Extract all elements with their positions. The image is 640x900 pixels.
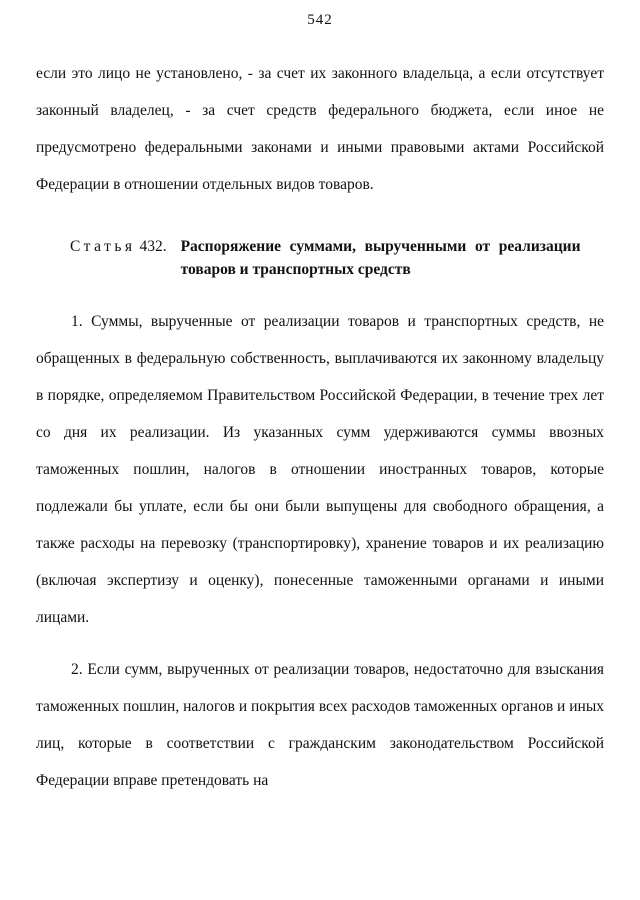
body-paragraph-2: 2. Если сумм, вырученных от реализации товаров, недостаточно для взыскания таможенных пошлин, налогов и покрытия всех расходов таможенных органов и иных лиц, которые в соответствии с гражданским законодательством Российской Федерации вправе претендовать на xyxy=(36,661,604,789)
article-title: Распоряжение суммами, вырученными от реализации товаров и транспортных средств xyxy=(180,238,581,278)
article-word: Статья xyxy=(70,238,136,255)
page-number: 542 xyxy=(307,12,333,28)
body-paragraph-1: 1. Суммы, вырученные от реализации товаров и транспортных средств, не обращенных в федеральную собственность, выплачиваются их законному владельцу в порядке, определяемом Правительством Российской Федерации, в течение трех лет со дня их реализации. Из указанных сумм удерживаются суммы ввозных таможенных пошлин, налогов в отношении иностранных товаров, которые подлежали бы уплате, если бы они были выпущены для свободного обращения, а также расходы на перевозку (транспортировку), хранение товаров и их реализацию (включая экспертизу и оценку), понесенные таможенными органами и иными лицами. xyxy=(36,313,604,626)
article-label xyxy=(70,235,167,258)
intro-paragraph: если это лицо не установлено, - за счет их законного владельца, а если отсутствует законный владелец, - за счет средств федерального бюджета, если иное не предусмотрено федеральными законами и иными правовыми актами Российской Федерации в отношении отдельных видов товаров. xyxy=(36,65,604,193)
article-heading xyxy=(70,235,604,281)
article-number: 432. xyxy=(139,238,167,255)
